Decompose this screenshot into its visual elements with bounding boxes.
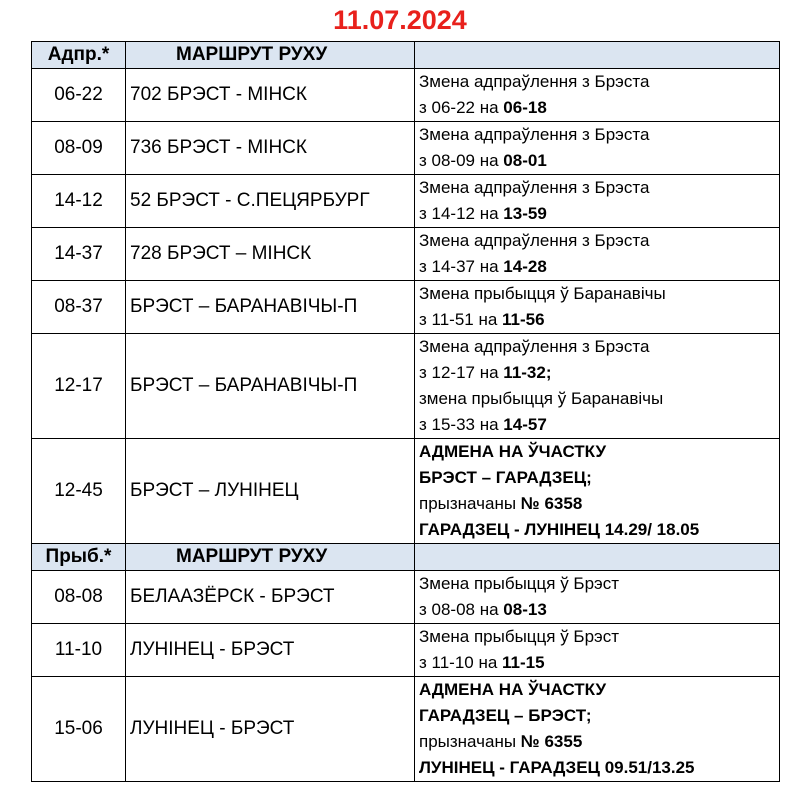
assigned-train: № 6355: [520, 732, 583, 751]
change-note: [415, 281, 780, 334]
note-line: [419, 412, 779, 438]
departures-header-row: [32, 42, 780, 69]
note-prefix: з 15-33 на: [419, 415, 504, 434]
new-time: 06-18: [503, 98, 547, 117]
new-time: 13-59: [503, 204, 547, 223]
header-route: МАРШРУТ РУХУ: [126, 544, 415, 571]
table-row: [32, 69, 780, 122]
departure-time: 08-37: [32, 281, 126, 334]
table-row: [32, 439, 780, 544]
change-note: [415, 228, 780, 281]
new-time: 14-57: [503, 415, 547, 434]
route: 728 БРЭСТ – МІНСК: [126, 228, 415, 281]
note-line: змена прыбыцця ў Баранавічы: [419, 389, 664, 408]
route: 702 БРЭСТ - МІНСК: [126, 69, 415, 122]
note-line: Змена адпраўлення з Брэста: [419, 125, 650, 144]
schedule-table: [31, 41, 780, 782]
route: ЛУНІНЕЦ - БРЭСТ: [126, 624, 415, 677]
new-time: 11-56: [502, 310, 545, 329]
departure-time: 06-22: [32, 69, 126, 122]
cancellation-line: БРЭСТ – ГАРАДЗЕЦ;: [419, 468, 592, 487]
new-time: 08-13: [503, 600, 547, 619]
note-prefix: прызначаны: [419, 732, 521, 751]
departure-time: 12-45: [32, 439, 126, 544]
note-prefix: з 11-51 на: [419, 310, 503, 329]
note-prefix: з 14-12 на: [419, 204, 504, 223]
table-row: [32, 334, 780, 439]
header-arrival-time: Прыб.*: [32, 544, 126, 571]
note-line: [419, 148, 779, 174]
table-row: [32, 122, 780, 175]
change-note: [415, 624, 780, 677]
change-note: [415, 439, 780, 544]
change-note: [415, 677, 780, 782]
new-time: 08-01: [503, 151, 547, 170]
new-time: 14-28: [503, 257, 547, 276]
note-line: Змена адпраўлення з Брэста: [419, 72, 650, 91]
note-line: [419, 254, 779, 280]
arrival-time: 11-10: [32, 624, 126, 677]
departure-time: 14-12: [32, 175, 126, 228]
note-line: [419, 729, 779, 755]
route: 736 БРЭСТ - МІНСК: [126, 122, 415, 175]
change-note: [415, 334, 780, 439]
note-prefix: з 11-10 на: [419, 653, 503, 672]
note-prefix: з 08-09 на: [419, 151, 504, 170]
header-note: [415, 544, 780, 571]
note-prefix: з 14-37 на: [419, 257, 504, 276]
route: БРЭСТ – ЛУНІНЕЦ: [126, 439, 415, 544]
note-prefix: з 06-22 на: [419, 98, 504, 117]
table-row: [32, 228, 780, 281]
new-time: 11-15: [502, 653, 545, 672]
table-row: [32, 624, 780, 677]
table-row: [32, 571, 780, 624]
change-note: [415, 571, 780, 624]
change-note: [415, 69, 780, 122]
arrival-time: 08-08: [32, 571, 126, 624]
change-note: [415, 175, 780, 228]
note-prefix: з 08-08 на: [419, 600, 504, 619]
note-line: [419, 597, 779, 623]
note-prefix: прызначаны: [419, 494, 521, 513]
table-row: [32, 175, 780, 228]
header-route: МАРШРУТ РУХУ: [126, 42, 415, 69]
note-line: Змена прыбыцця ў Брэст: [419, 627, 620, 646]
assigned-train: № 6358: [520, 494, 583, 513]
note-line: [419, 307, 779, 333]
note-line: Змена прыбыцця ў Брэст: [419, 574, 620, 593]
cancellation-line: АДМЕНА НА ЎЧАСТКУ: [419, 680, 607, 699]
departure-time: 08-09: [32, 122, 126, 175]
departure-time: 12-17: [32, 334, 126, 439]
new-time: 11-32;: [503, 363, 552, 382]
route: БРЭСТ – БАРАНАВІЧЫ-П: [126, 334, 415, 439]
note-line: [419, 650, 779, 676]
table-row: [32, 281, 780, 334]
note-prefix: з 12-17 на: [419, 363, 504, 382]
header-departure-time: Адпр.*: [32, 42, 126, 69]
route: 52 БРЭСТ - С.ПЕЦЯРБУРГ: [126, 175, 415, 228]
cancellation-line: АДМЕНА НА ЎЧАСТКУ: [419, 442, 607, 461]
table-row: [32, 677, 780, 782]
route: БЕЛААЗЁРСК - БРЭСТ: [126, 571, 415, 624]
change-note: [415, 122, 780, 175]
note-line: Змена адпраўлення з Брэста: [419, 178, 650, 197]
note-line: [419, 201, 779, 227]
note-line: Змена адпраўлення з Брэста: [419, 337, 650, 356]
route: БРЭСТ – БАРАНАВІЧЫ-П: [126, 281, 415, 334]
cancellation-line: ГАРАДЗЕЦ – БРЭСТ;: [419, 706, 592, 725]
replacement-route: ГАРАДЗЕЦ - ЛУНІНЕЦ 14.29/ 18.05: [419, 520, 700, 539]
note-line: Змена адпраўлення з Брэста: [419, 231, 650, 250]
route: ЛУНІНЕЦ - БРЭСТ: [126, 677, 415, 782]
header-note: [415, 42, 780, 69]
replacement-route: ЛУНІНЕЦ - ГАРАДЗЕЦ 09.51/13.25: [419, 758, 695, 777]
note-line: [419, 491, 779, 517]
arrival-time: 15-06: [32, 677, 126, 782]
arrivals-header-row: [32, 544, 780, 571]
note-line: Змена прыбыцця ў Баранавічы: [419, 284, 666, 303]
note-line: [419, 95, 779, 121]
note-line: [419, 360, 779, 386]
departure-time: 14-37: [32, 228, 126, 281]
page-title: 11.07.2024: [333, 5, 467, 35]
